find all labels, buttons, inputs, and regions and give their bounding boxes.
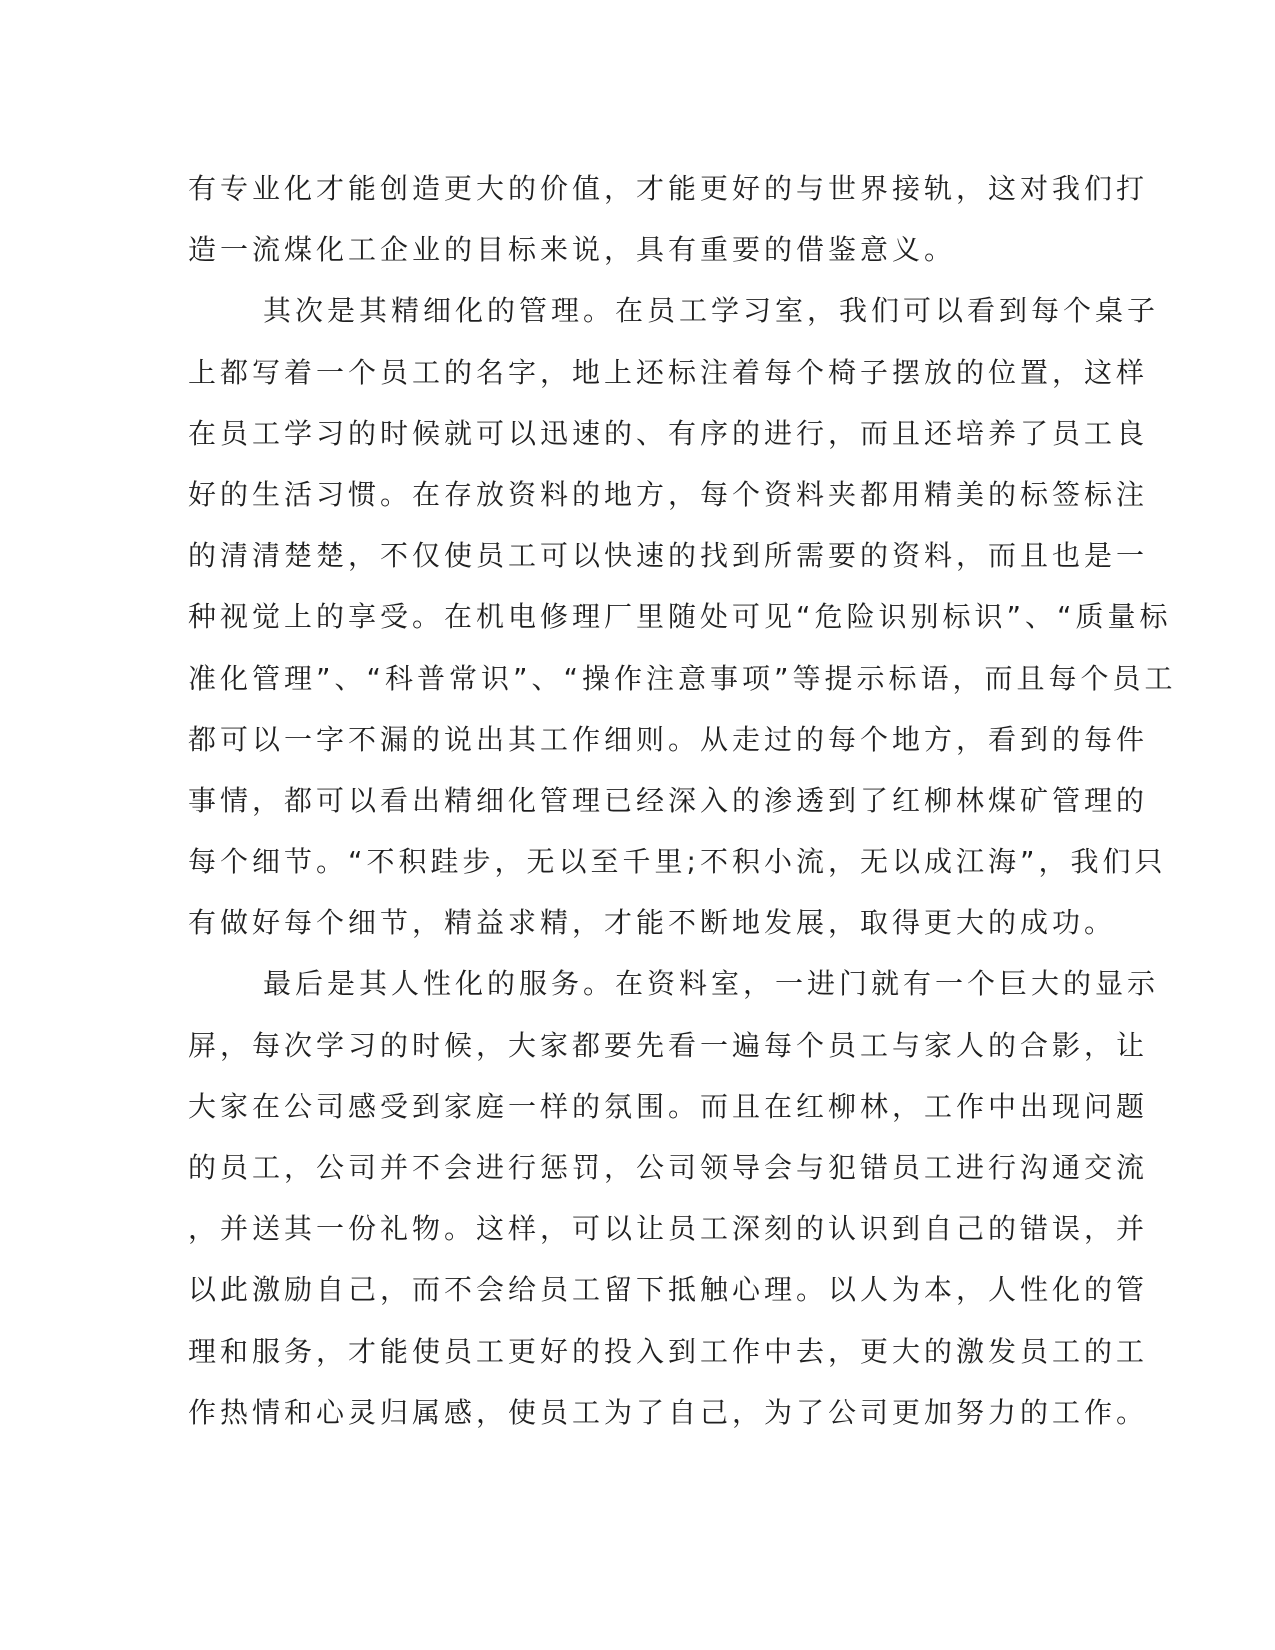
- text-line: 的员工，公司并不会进行惩罚，公司领导会与犯错员工进行沟通交流: [188, 1151, 1149, 1184]
- text-line: 种视觉上的享受。在机电修理厂里随处可见“危险识别标识”、“质量标: [188, 600, 1172, 634]
- text-line: 屏，每次学习的时候，大家都要先看一遍每个员工与家人的合影，让: [188, 1028, 1149, 1062]
- text-line: 造一流煤化工企业的目标来说，具有重要的借鉴意义。: [188, 233, 957, 267]
- text-line: 的清清楚楚，不仅使员工可以快速的找到所需要的资料，而且也是一: [188, 539, 1149, 573]
- text-line: ，并送其一份礼物。这样，可以让员工深刻的认识到自己的错误，并: [188, 1212, 1149, 1246]
- text-line: 大家在公司感受到家庭一样的氛围。而且在红柳林，工作中出现问题: [188, 1089, 1149, 1123]
- text-line: 在员工学习的时候就可以迅速的、有序的进行，而且还培养了员工良: [188, 416, 1149, 450]
- text-line: 事情，都可以看出精细化管理已经深入的渗透到了红柳林煤矿管理的: [188, 783, 1149, 817]
- text-line: 理和服务，才能使员工更好的投入到工作中去，更大的激发员工的工: [188, 1334, 1149, 1368]
- text-line: 都可以一字不漏的说出其工作细则。从走过的每个地方，看到的每件: [188, 722, 1149, 756]
- text-line: 有做好每个细节，精益求精，才能不断地发展，取得更大的成功。: [188, 906, 1117, 940]
- paragraph-start-line: 其次是其精细化的管理。在员工学习室，我们可以看到每个桌子: [263, 294, 1160, 328]
- paragraph-start-line: 最后是其人性化的服务。在资料室，一进门就有一个巨大的显示: [263, 967, 1160, 1001]
- text-line: 作热情和心灵归属感，使员工为了自己，为了公司更加努力的工作。: [188, 1395, 1149, 1429]
- text-line: 以此激励自己，而不会给员工留下抵触心理。以人为本，人性化的管: [188, 1273, 1149, 1307]
- text-line: 准化管理”、“科普常识”、“操作注意事项”等提示标语，而且每个员工: [188, 661, 1177, 695]
- text-line: 上都写着一个员工的名字，地上还标注着每个椅子摆放的位置，这样: [188, 355, 1149, 389]
- text-line: 每个细节。“不积跬步，无以至千里;不积小流，无以成江海”，我们只: [188, 845, 1167, 879]
- text-line: 好的生活习惯。在存放资料的地方，每个资料夹都用精美的标签标注: [188, 477, 1149, 511]
- text-line: 有专业化才能创造更大的价值，才能更好的与世界接轨，这对我们打: [188, 172, 1149, 205]
- body-text: [188, 158, 1177, 1443]
